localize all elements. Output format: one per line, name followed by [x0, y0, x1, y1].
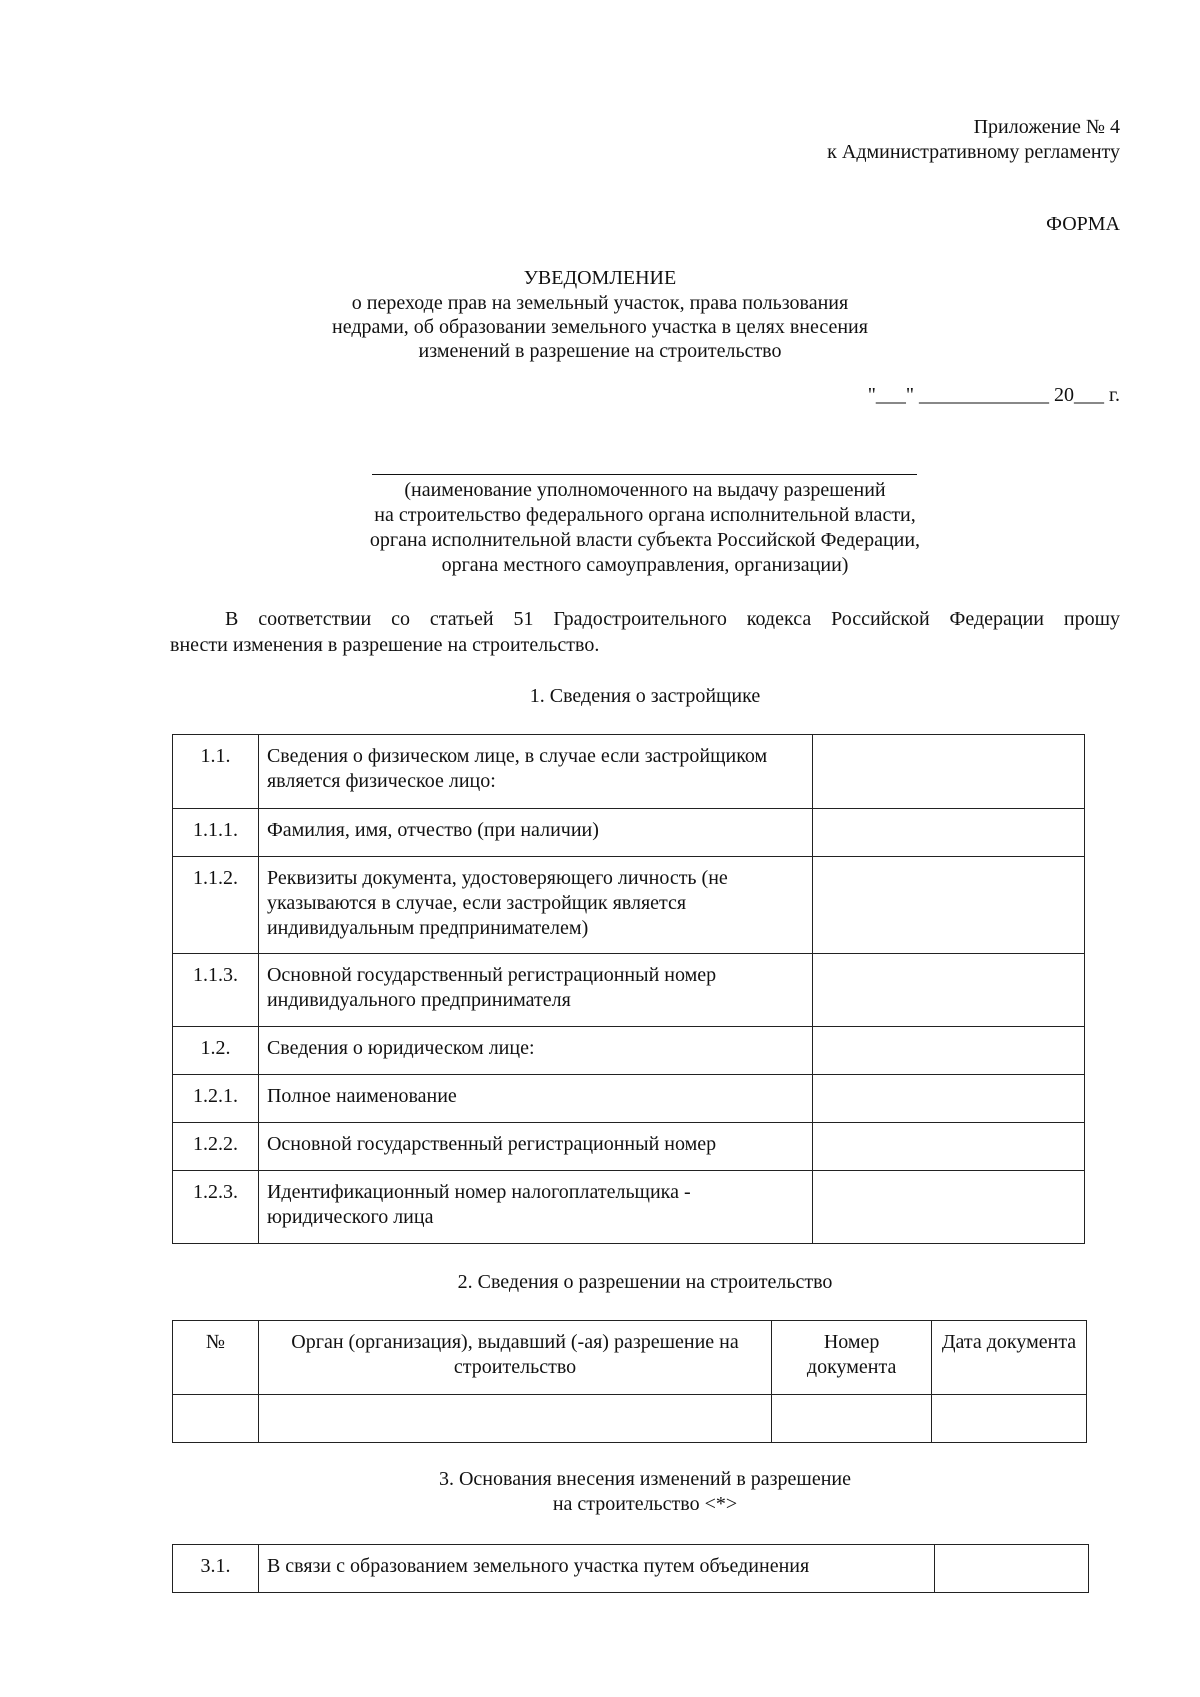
row-value-cell[interactable]	[935, 1545, 1089, 1593]
table-row	[173, 1123, 1085, 1171]
column-header-doc-number: Номер документа	[772, 1321, 932, 1395]
title-subline-2: недрами, об образовании земельного участка в целях внесения	[332, 316, 868, 338]
row-label: В связи с образованием земельного участка путем объединения	[258, 1545, 934, 1593]
table-row	[173, 1027, 1085, 1075]
table-row	[173, 735, 1085, 809]
form-label: ФОРМА	[1046, 213, 1120, 235]
row-label: Фамилия, имя, отчество (при наличии)	[258, 809, 812, 857]
authority-caption-3: органа исполнительной власти субъекта Российской Федерации,	[369, 529, 921, 551]
table-row	[173, 1545, 1089, 1593]
row-number: 1.2.2.	[173, 1123, 259, 1171]
cell-issuer[interactable]	[258, 1395, 771, 1443]
row-value-cell[interactable]	[813, 1075, 1085, 1123]
cell-doc-date[interactable]	[932, 1395, 1087, 1443]
title-subline-1: о переходе прав на земельный участок, права пользования	[351, 292, 849, 314]
row-number: 1.2.3.	[173, 1171, 259, 1244]
column-header-doc-date: Дата документа	[932, 1321, 1087, 1395]
row-value-cell[interactable]	[813, 1027, 1085, 1075]
appendix-line-2: к Административному регламенту	[827, 141, 1120, 163]
row-label: Основной государственный регистрационный номер	[258, 1123, 812, 1171]
column-header-issuer: Орган (организация), выдавший (-ая) разрешение на строительство	[258, 1321, 771, 1395]
section2-heading: 2. Сведения о разрешении на строительство	[457, 1271, 833, 1293]
row-label: Сведения о физическом лице, в случае если застройщиком является физическое лицо:	[258, 735, 812, 809]
date-line[interactable]: "___" _____________ 20___ г.	[867, 384, 1120, 406]
section3-heading-2: на строительство <*>	[552, 1493, 738, 1515]
cell-doc-number[interactable]	[772, 1395, 932, 1443]
row-label: Идентификационный номер налогоплательщика - юридического лица	[258, 1171, 812, 1244]
developer-table	[172, 734, 1085, 1244]
table-header-row	[173, 1321, 1087, 1395]
row-number: 1.1.2.	[173, 857, 259, 954]
row-value-cell[interactable]	[813, 857, 1085, 954]
column-header-number: №	[173, 1321, 259, 1395]
section3-heading-1: 3. Основания внесения изменений в разрешение	[438, 1468, 851, 1490]
document-title: УВЕДОМЛЕНИЕ	[523, 267, 677, 289]
row-label: Основной государственный регистрационный номер индивидуального предпринимателя	[258, 954, 812, 1027]
row-label: Сведения о юридическом лице:	[258, 1027, 812, 1075]
intro-line-2: внести изменения в разрешение на строительство.	[170, 634, 600, 656]
row-number: 1.1.1.	[173, 809, 259, 857]
row-value-cell[interactable]	[813, 735, 1085, 809]
table-row	[173, 1075, 1085, 1123]
intro-line-1: В соответствии со статьей 51 Градостроительного кодекса Российской Федерации прошу	[225, 608, 1120, 630]
row-value-cell[interactable]	[813, 1123, 1085, 1171]
row-label: Полное наименование	[258, 1075, 812, 1123]
appendix-line-1: Приложение № 4	[973, 116, 1120, 138]
authority-name-line[interactable]	[372, 474, 917, 475]
row-number: 1.2.	[173, 1027, 259, 1075]
table-row	[173, 1171, 1085, 1244]
row-number: 1.2.1.	[173, 1075, 259, 1123]
authority-caption-4: органа местного самоуправления, организации)	[441, 554, 849, 576]
table-row	[173, 857, 1085, 954]
permit-table	[172, 1320, 1087, 1443]
row-number: 3.1.	[173, 1545, 259, 1593]
table-row	[173, 954, 1085, 1027]
grounds-table	[172, 1544, 1089, 1593]
row-number: 1.1.3.	[173, 954, 259, 1027]
section1-heading: 1. Сведения о застройщике	[529, 685, 761, 707]
table-row	[173, 1395, 1087, 1443]
row-label: Реквизиты документа, удостоверяющего личность (не указываются в случае, если застройщик является индивидуальным предпринимателем)	[258, 857, 812, 954]
title-subline-3: изменений в разрешение на строительство	[418, 340, 782, 362]
row-number: 1.1.	[173, 735, 259, 809]
row-value-cell[interactable]	[813, 1171, 1085, 1244]
table-row	[173, 809, 1085, 857]
authority-caption-1: (наименование уполномоченного на выдачу разрешений	[404, 479, 886, 501]
row-value-cell[interactable]	[813, 954, 1085, 1027]
cell-number[interactable]	[173, 1395, 259, 1443]
row-value-cell[interactable]	[813, 809, 1085, 857]
authority-caption-2: на строительство федерального органа исполнительной власти,	[374, 504, 916, 526]
